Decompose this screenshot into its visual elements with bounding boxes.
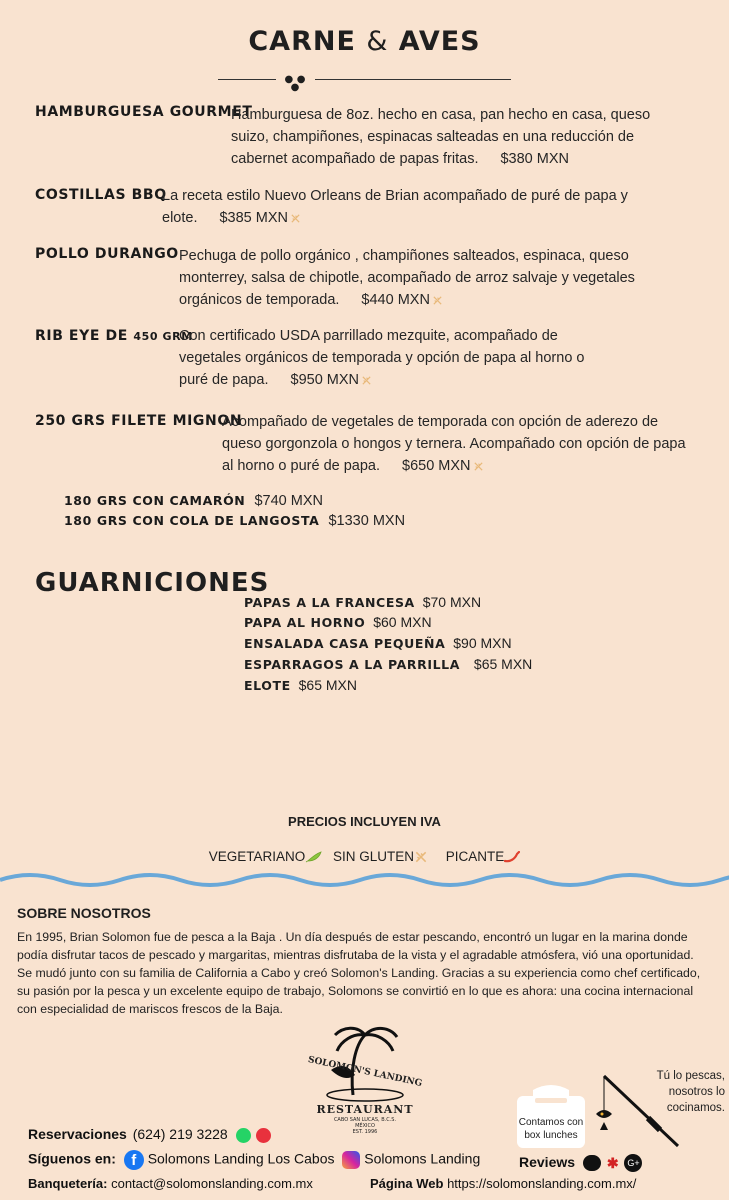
website-row (370, 1176, 636, 1191)
leaf-icon (305, 851, 323, 863)
extra-price: $740 MXN (254, 493, 323, 509)
side-price: $90 MXN (453, 635, 512, 651)
instagram-icon[interactable] (342, 1151, 360, 1169)
dish-description-text: Con certificado USDA parrillado mezquite, acompañado de vegetales orgánicos de temporada y opción de papa al horno o puré de papa. (179, 328, 585, 388)
facebook-link[interactable]: Solomons Landing Los Cabos (147, 1150, 335, 1167)
reviews-row (519, 1154, 642, 1172)
legend-gluten-free-label: SIN GLUTEN (333, 849, 415, 864)
dish-description (179, 245, 679, 311)
follow-label: Síguenos en: (28, 1150, 116, 1167)
reservations-label: Reservaciones (28, 1126, 127, 1142)
catering-label: Banquetería: (28, 1176, 108, 1191)
side-item (244, 677, 357, 693)
about-text: En 1995, Brian Solomon fue de pesca a la Baja . Un día después de estar pescando, encontró un lugar en la marina donde podía disfrutar tacos de pescado y margaritas, mientras disfrutaba de la vista y el agradable atmósfera, vió una oportunidad. Se mudó junto con su familia de California a Cabo y creó Solomon's Landing. Gracias a su experiencia como chef certificado, su pasión por la pesca y un excelente equipo de trabajo, Solomons se convirtió en lo que es ahora: una cocina internacional con especialidad de mariscos frescos de la Baja. (17, 930, 701, 1016)
side-item (244, 635, 512, 651)
fish-slogan: Tú lo pescas, nosotros lo cocinamos. (656, 1070, 725, 1114)
legend-spicy-label: PICANTE (445, 849, 505, 864)
logo-sub: RESTAURANT (316, 1103, 414, 1116)
dish-name-weight: 450 GRM (133, 330, 193, 343)
dish-description (179, 325, 609, 391)
gluten-free-icon (414, 850, 428, 864)
side-name: PAPA AL HORNO (244, 615, 366, 630)
side-item (244, 614, 432, 630)
guarniciones-title: GUARNICIONES (35, 568, 270, 598)
phone-icon[interactable] (256, 1128, 271, 1143)
wave-divider (0, 868, 729, 892)
title-aves: AVES (398, 26, 481, 57)
dish-name: HAMBURGUESA GOURMET (35, 104, 253, 120)
dietary-legend (0, 849, 729, 864)
extra-name: 180 GRS CON CAMARÓN (64, 493, 246, 508)
title-amp: & (366, 26, 389, 57)
dish-description-text: Acompañado de vegetales de temporada con opción de aderezo de queso gorgonzola o hongos y ternera. Acompañado con opción de papa al horno o puré de papa. (222, 414, 686, 474)
logo-country: MÉXICO (355, 1123, 375, 1129)
dish-name-main: RIB EYE DE (35, 328, 128, 344)
dish-description-text: Pechuga de pollo orgánico , champiñones salteados, espinaca, queso monterrey, salsa de chipotle, acompañado de arroz salvaje y vegetales orgánicos de temporada. (179, 248, 635, 308)
whatsapp-icon[interactable] (236, 1128, 251, 1143)
lunch-box-text: Contamos con box lunches (518, 1117, 584, 1141)
dish-description-text: La receta estilo Nuevo Orleans de Brian acompañado de puré de papa y elote. (162, 188, 628, 226)
tripadvisor-icon[interactable] (583, 1155, 601, 1171)
restaurant-logo (305, 1025, 425, 1140)
facebook-icon[interactable]: f (124, 1150, 144, 1170)
side-item (244, 656, 532, 672)
gluten-free-icon (432, 295, 443, 306)
legend-vegetarian-label: VEGETARIANO (208, 849, 306, 864)
page-title (0, 26, 729, 57)
logo-est: EST. 1996 (352, 1129, 378, 1135)
extra-name: 180 GRS CON COLA DE LANGOSTA (64, 513, 320, 528)
dish-description-text: Hamburguesa de 8oz. hecho en casa, pan hecho en casa, queso suizo, champiñones, espinacas salteadas en una reducción de cabernet acompañado de papas fritas. (231, 107, 651, 167)
dish-price: $950 MXN (290, 372, 360, 388)
instagram-link[interactable]: Solomons Landing (364, 1150, 481, 1167)
side-price: $65 MXN (298, 677, 357, 693)
gluten-free-icon (290, 213, 301, 224)
dish-description (162, 185, 682, 229)
title-divider: ● ● ● (218, 79, 511, 91)
phone-number[interactable]: (624) 219 3228 (132, 1126, 228, 1142)
side-name: PAPAS A LA FRANCESA (244, 595, 415, 610)
gluten-free-icon (473, 461, 484, 472)
dish-price: $440 MXN (361, 292, 430, 308)
side-price: $70 MXN (422, 594, 482, 610)
dish-price: $650 MXN (402, 458, 471, 474)
reservations-row (28, 1126, 271, 1143)
logo-name: SOLOMON'S LANDING (307, 1055, 423, 1089)
dish-description (231, 104, 681, 170)
follow-row (28, 1150, 480, 1170)
about-title: SOBRE NOSOTROS (17, 905, 151, 921)
side-name: ENSALADA CASA PEQUEÑA (244, 636, 446, 651)
catering-row (28, 1176, 313, 1191)
side-price: $65 MXN (473, 656, 533, 672)
dish-price: $380 MXN (500, 151, 569, 167)
title-carne: CARNE (248, 26, 356, 57)
reviews-label: Reviews (519, 1154, 576, 1170)
yelp-icon[interactable]: ✱ (606, 1154, 619, 1171)
side-name: ELOTE (244, 678, 291, 693)
extra-price: $1330 MXN (328, 513, 406, 529)
dish-name: POLLO DURANGO (35, 246, 179, 262)
dish-description (222, 411, 692, 477)
filete-extra (64, 490, 323, 512)
dish-name: 250 GRS FILETE MIGNON (35, 413, 243, 429)
website-label: Página Web (370, 1176, 444, 1191)
gluten-free-icon (361, 375, 372, 386)
email-link[interactable]: contact@solomonslanding.com.mx (111, 1176, 313, 1191)
lunch-box-badge (515, 1080, 587, 1150)
side-price: $60 MXN (373, 614, 432, 630)
side-name: ESPARRAGOS A LA PARRILLA (244, 657, 461, 672)
filete-extra (64, 510, 405, 532)
google-plus-icon[interactable]: G+ (624, 1154, 642, 1172)
dish-name (35, 328, 193, 344)
side-item (244, 594, 481, 610)
chili-icon (504, 851, 520, 863)
dish-price: $385 MXN (219, 210, 288, 226)
website-link[interactable]: https://solomonslanding.com.mx/ (447, 1176, 637, 1191)
dish-name: COSTILLAS BBQ (35, 187, 167, 203)
iva-note: PRECIOS INCLUYEN IVA (288, 814, 441, 829)
logo-location: CABO SAN LUCAS, B.C.S. (333, 1117, 397, 1123)
